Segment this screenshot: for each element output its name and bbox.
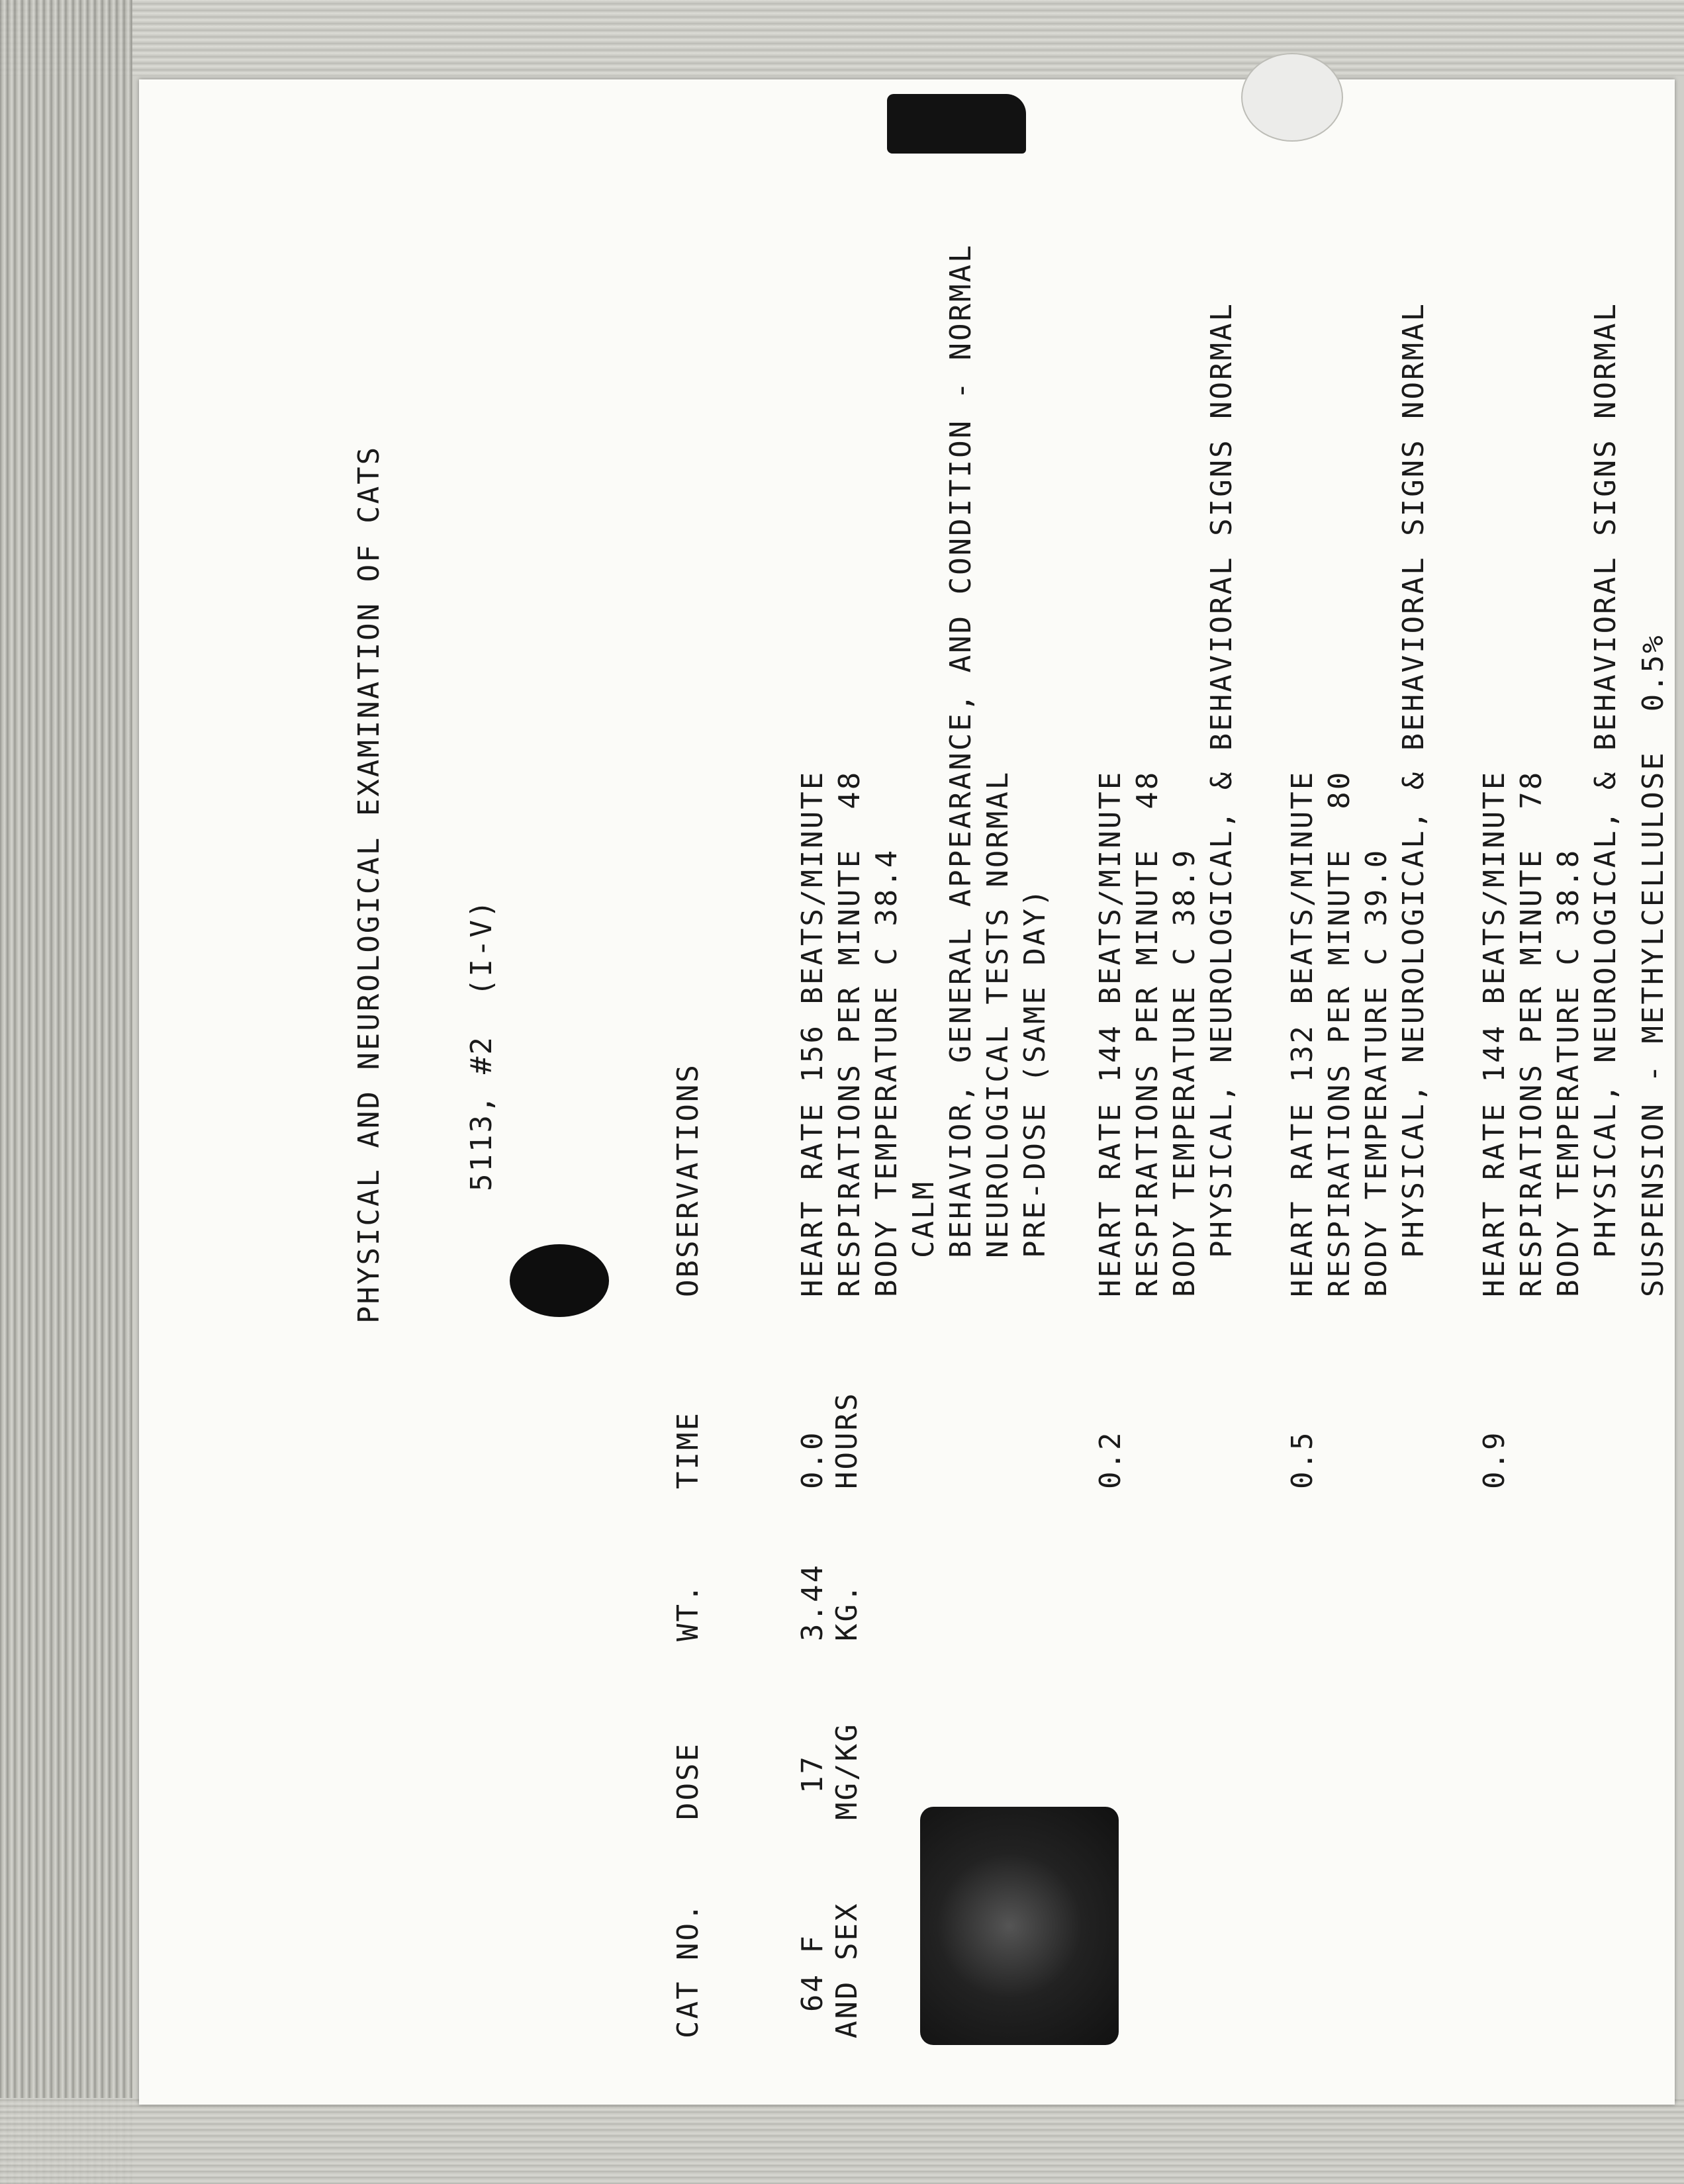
document-subtitle: 5113, #2 (I-V) [465,898,498,1191]
record-observations: HEART RATE 132 BEATS/MINUTE RESPIRATIONS PER MINUTE 80 BODY TEMPERATURE C 39.0 PHYSICAL, NEUROLOGICAL, & BEHAVIORAL SIGNS NORMAL [1286,301,1430,1297]
header-time: TIME HOURS [671,1391,864,1489]
record-time: 0.9 [1477,1430,1511,1489]
record-time: 0.5 [1286,1430,1319,1489]
header-dose: DOSE MG/KG [671,1722,864,1820]
rotated-document-content [199,106,1670,2038]
document-title: PHYSICAL AND NEUROLOGICAL EXAMINATION OF CATS [352,445,386,1324]
cat-id: 64 F [796,1934,829,2012]
scan-edge-bottom [0,2098,1684,2184]
header-wt: WT. KG. [671,1582,864,1641]
suspension-note: SUSPENSION - METHYLCELLULOSE 0.5% [1636,633,1670,1297]
cat-weight: 3.44 [796,1563,829,1641]
record-observations: HEART RATE 144 BEATS/MINUTE RESPIRATIONS PER MINUTE 48 BODY TEMPERATURE C 38.9 PHYSICAL, NEUROLOGICAL, & BEHAVIORAL SIGNS NORMAL [1094,301,1239,1297]
scan-edge-top [0,0,1684,76]
scan-edge-left [0,0,132,2184]
record-observations: HEART RATE 156 BEATS/MINUTE RESPIRATIONS PER MINUTE 48 BODY TEMPERATURE C 38.4 CALM BEHAVIOR, GENERAL APPEARANCE, AND CONDITION - NORMAL NEUROLOGICAL TESTS NORMAL PRE-DOSE (SAME DAY) [796,243,1052,1297]
record-observations: HEART RATE 144 BEATS/MINUTE RESPIRATIONS PER MINUTE 78 BODY TEMPERATURE C 38.8 PHYSICAL, NEUROLOGICAL, & BEHAVIORAL SIGNS NORMAL [1477,301,1622,1297]
header-cat-no: CAT NO. AND SEX [671,1901,864,2038]
record-time: 0.2 [1094,1430,1127,1489]
cat-dose: 17 [796,1754,829,1794]
header-observations: OBSERVATIONS [671,1063,705,1297]
record-time: 0.0 [796,1430,829,1489]
